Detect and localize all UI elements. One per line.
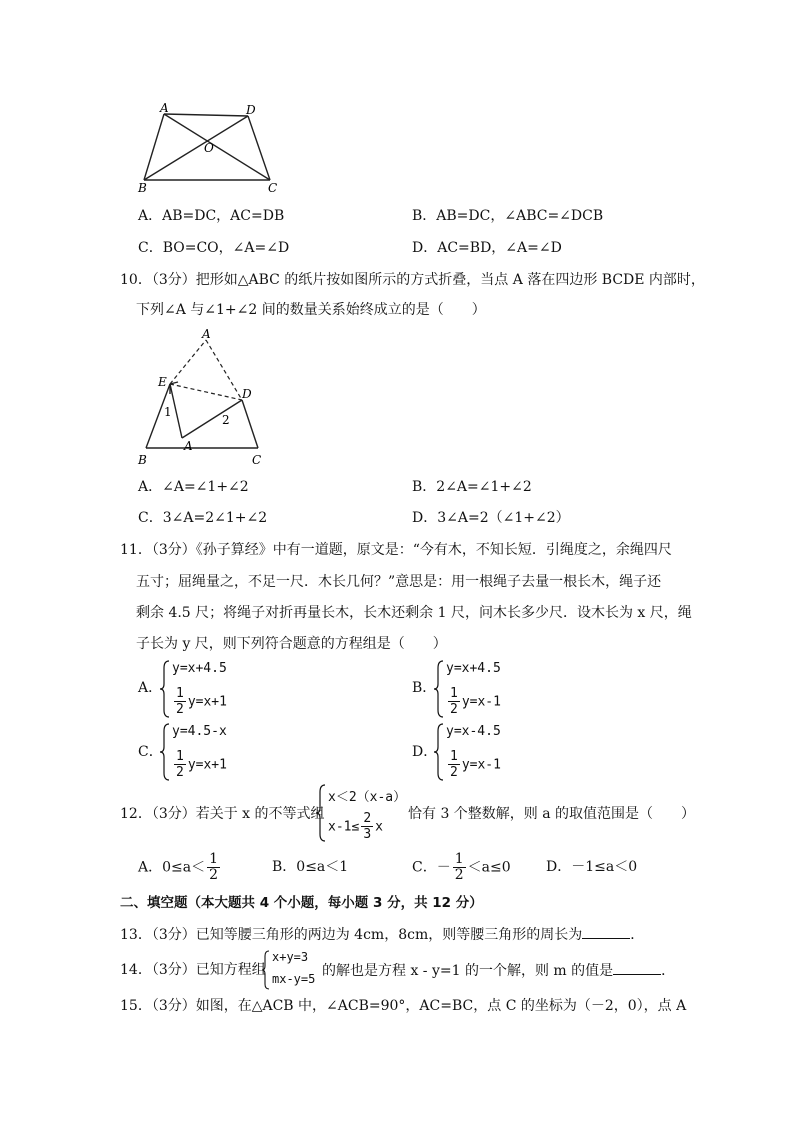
q13-text: 13．（3分）已知等腰三角形的两边为 4cm，8cm，则等腰三角形的周长为 bbox=[120, 927, 583, 943]
q11-stem-line2: 五寸；屈绳量之，不足一尺．木长几何？”意思是：用一根绳子去量一根长木，绳子还 bbox=[136, 574, 662, 590]
q10-option-c: C．3∠A=2∠1+∠2 bbox=[138, 510, 268, 526]
fig10-label-1: 1 bbox=[164, 405, 172, 419]
fig10-label-a-top: A bbox=[202, 328, 211, 341]
q12-brace bbox=[316, 784, 326, 842]
q11-option-c-brace bbox=[160, 723, 170, 781]
q10-option-b: B．2∠A=∠1+∠2 bbox=[412, 479, 532, 495]
q9-option-b: B．AB=DC，∠ABC=∠DCB bbox=[412, 208, 604, 224]
q12-stem-prefix: 12．（3分）若关于 x 的不等式组 bbox=[120, 806, 325, 822]
fig10-label-a-inner: A bbox=[184, 439, 193, 453]
q15-text: 15．（3分）如图，在△ACB 中，∠ACB=90°，AC=BC，点 C 的坐标为（－2，0），点 A bbox=[120, 998, 687, 1014]
q12-option-a-frac: $\frac{1}{2}$ bbox=[209, 851, 219, 883]
fig9-label-o: O bbox=[204, 141, 214, 155]
q11-stem-line4: 子长为 y 尺，则下列符合题意的方程组是（ ） bbox=[136, 636, 447, 652]
q14-prefix: 14．（3分）已知方程组 bbox=[120, 962, 266, 978]
q11-option-d-label: D． bbox=[412, 744, 438, 760]
q11-option-c-label: C． bbox=[138, 744, 163, 760]
q11-option-a-eq1: y=x+4.5 bbox=[172, 661, 227, 676]
q12-option-a: A．0≤a＜ $\frac{1}{2}$ bbox=[138, 851, 219, 883]
q11-option-b-eq2: $\frac{1}{2}$ y=x-1 bbox=[450, 686, 501, 717]
q13: 13．（3分）已知等腰三角形的两边为 4cm，8cm，则等腰三角形的周长为 ． bbox=[120, 924, 644, 945]
q11-option-c-frac: $\frac{1}{2}$ bbox=[176, 749, 184, 780]
q11-option-c-eq2: $\frac{1}{2}$ y=x+1 bbox=[176, 749, 227, 780]
fig9-label-c: C bbox=[268, 181, 278, 195]
q11-option-a-brace bbox=[160, 660, 170, 718]
q9-option-a: A．AB=DC，AC=DB bbox=[138, 208, 285, 224]
fig9-label-d: D bbox=[246, 103, 256, 117]
q12-stem-suffix: 恰有 3 个整数解，则 a 的取值范围是（ ） bbox=[408, 806, 696, 822]
fig9-label-a: A bbox=[160, 101, 169, 115]
q11-option-a-label: A． bbox=[138, 680, 163, 696]
q11-option-d-eq2: $\frac{1}{2}$ y=x-1 bbox=[450, 749, 501, 780]
q11-option-c-eq1: y=4.5-x bbox=[172, 724, 227, 739]
fig10-label-d: D bbox=[242, 387, 252, 401]
fig9-label-b: B bbox=[138, 181, 147, 195]
q11-option-d-frac: $\frac{1}{2}$ bbox=[450, 749, 458, 780]
q12-frac: $\frac{2}{3}$ bbox=[363, 811, 372, 842]
q11-option-b-frac: $\frac{1}{2}$ bbox=[450, 686, 458, 717]
q11-option-b-label: B． bbox=[412, 680, 437, 696]
section-2-title: 二、填空题（本大题共 4 个小题，每小题 3 分，共 12 分） bbox=[120, 895, 483, 911]
q10-stem-line1: 10．（3分）把形如△ABC 的纸片按如图所示的方式折叠，当点 A 落在四边形 BCDE 内部时， bbox=[120, 272, 705, 288]
fig10-label-c: C bbox=[252, 453, 262, 467]
q11-option-a-eq2: $\frac{1}{2}$ y=x+1 bbox=[176, 686, 227, 717]
q11-stem-line3: 剩余 4.5 尺；将绳子对折再量长木，长木还剩余 1 尺，问木长多少尺．设木长为 x 尺，绳 bbox=[136, 605, 692, 621]
fig10-label-b: B bbox=[138, 453, 147, 467]
q14-answer-blank[interactable] bbox=[613, 960, 661, 975]
q13-answer-blank[interactable] bbox=[582, 924, 630, 939]
q9-option-c: C．BO=CO，∠A=∠D bbox=[138, 240, 290, 256]
fig10-label-e: E bbox=[158, 375, 167, 389]
q12-inequality-2: x-1≤ $\frac{2}{3}$ x bbox=[328, 811, 383, 842]
q14-equation-2: mx-y=5 bbox=[272, 972, 316, 986]
figure-q9 bbox=[130, 100, 290, 200]
q10-stem-line2: 下列∠A 与∠1+∠2 间的数量关系始终成立的是（ ） bbox=[136, 302, 486, 318]
q11-option-a-frac: $\frac{1}{2}$ bbox=[176, 686, 184, 717]
fig10-label-2: 2 bbox=[222, 413, 230, 427]
q12-option-b: B．0≤a＜1 bbox=[272, 859, 349, 875]
q11-option-b-brace bbox=[434, 660, 444, 718]
q12-option-c-frac: $\frac{1}{2}$ bbox=[454, 851, 464, 883]
q10-option-a: A．∠A=∠1+∠2 bbox=[138, 479, 249, 495]
q14-rest: 的解也是方程 x - y=1 的一个解，则 m 的值是 ． bbox=[322, 960, 675, 981]
q12-inequality-1: x＜2（x-a） bbox=[328, 790, 407, 805]
q14-equation-1: x+y=3 bbox=[272, 950, 309, 964]
q12-option-d: D．－1≤a＜0 bbox=[546, 859, 638, 875]
q9-option-d: D．AC=BD，∠A=∠D bbox=[412, 240, 562, 256]
figure-q10 bbox=[130, 328, 280, 470]
q11-option-d-brace bbox=[434, 723, 444, 781]
q11-stem-line1: 11．（3分）《孙子算经》中有一道题，原文是：“今有木，不知长短．引绳度之，余绳四尺 bbox=[120, 542, 672, 558]
q14-brace bbox=[262, 950, 270, 990]
q11-option-b-eq1: y=x+4.5 bbox=[446, 661, 501, 676]
q10-option-d: D．3∠A=2（∠1+∠2） bbox=[412, 510, 570, 526]
q12-option-c: C．－ $\frac{1}{2}$ ＜a≤0 bbox=[412, 851, 511, 883]
q11-option-d-eq1: y=x-4.5 bbox=[446, 724, 501, 739]
